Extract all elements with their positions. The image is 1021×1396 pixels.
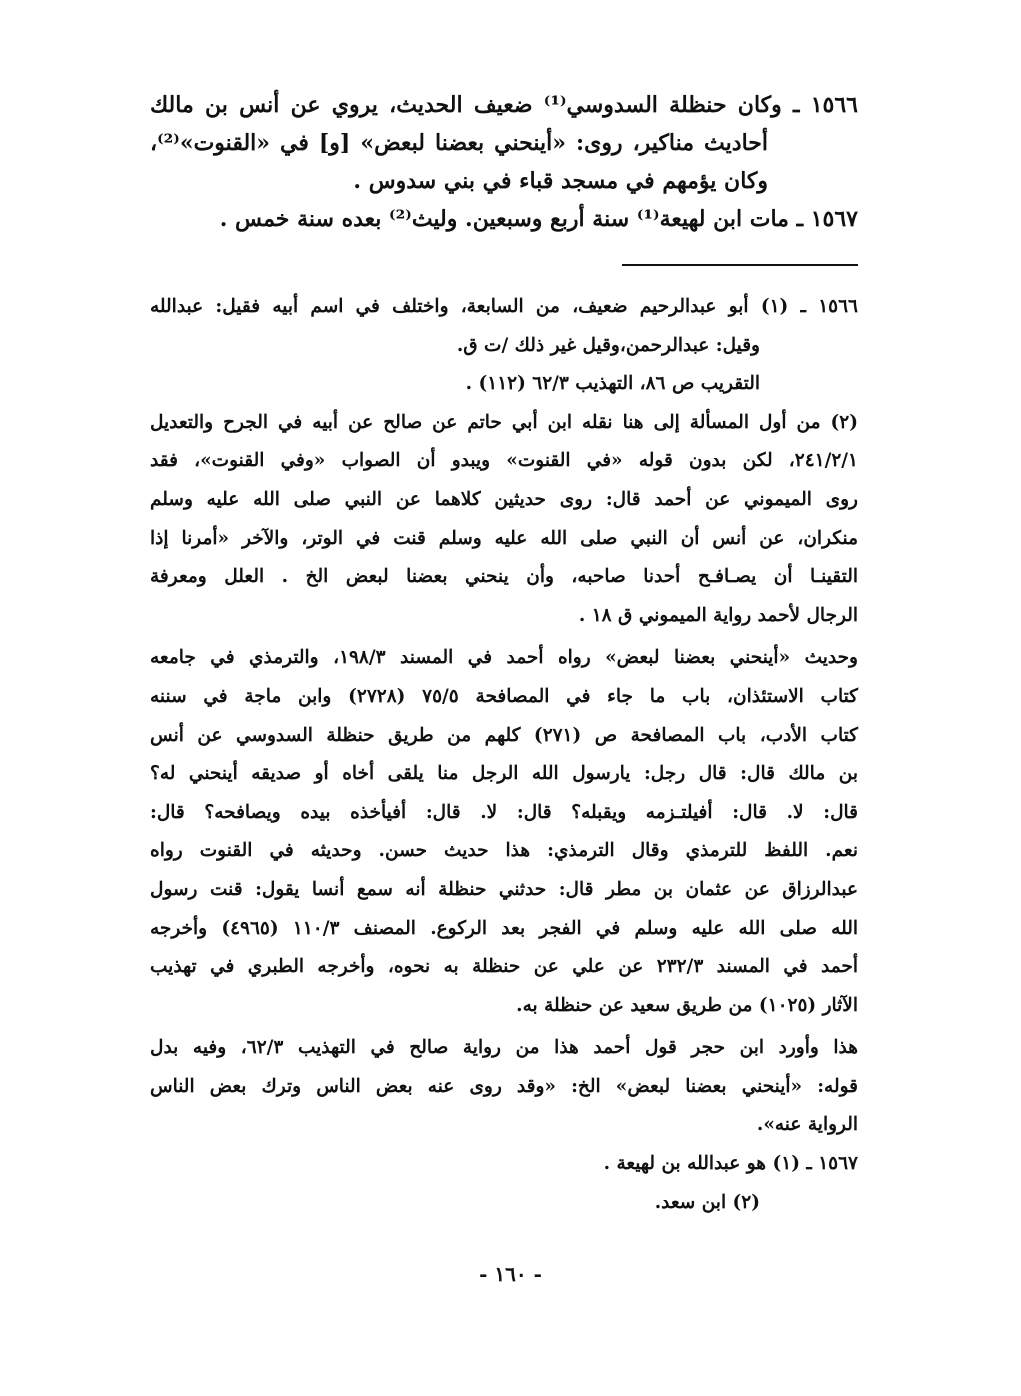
note-line: قال: لا. قال: أفيلتـزمه ويقبله؟ قال: لا. قال: أفيأخذه بيده ويصافحه؟ قال:	[150, 801, 858, 823]
note-line: الرجال لأحمد رواية الميموني ق ١٨ .	[578, 604, 858, 626]
note-line: بن مالك قال: قال رجل: يارسول الله الرجل منا يلقى أخاه أو صديقه أينحني له؟	[150, 763, 858, 785]
note-line: ١٥٦٧ ـ (١) هو عبدالله بن لهيعة .	[603, 1153, 858, 1175]
note-line: التقريب ص ٨٦، التهذيب ٦٢/٣ (١١٢) .	[465, 373, 760, 395]
footnotes	[150, 288, 858, 1222]
note-line: أحمد في المسند ٢٣٢/٣ عن علي عن حنظلة به نحوه، وأخرجه الطبري في تهذيب	[150, 956, 858, 978]
note-line: نعم. اللفظ للترمذي وقال الترمذي: هذا حديث حسن. وحديثه في القنوت رواه	[150, 840, 858, 862]
note-1566-2	[150, 404, 858, 636]
entry-1567	[150, 200, 858, 238]
entry-1566	[150, 86, 858, 200]
note-1566-1	[150, 288, 858, 404]
note-line: (٢) من أول المسألة إلى هنا نقله ابن أبي حاتم عن صالح عن أبيه في الجرح والتعديل	[150, 411, 858, 433]
note-line: كتاب الاستئذان، باب ما جاء في المصافحة ٧٥/٥ (٢٧٢٨) وابن ماجة في سننه	[150, 685, 858, 707]
entry-1566-line-3: وكان يؤمهم في مسجد قباء في بني سدوس .	[353, 168, 768, 194]
note-line: قوله: «أينحني بعضنا لبعض» الخ: «وقد روى عنه بعض الناس وترك بعض الناس	[150, 1075, 858, 1097]
note-line: الله صلى الله عليه وسلم في الفجر بعد الركوع. المصنف ١١٠/٣ (٤٩٦٥) وأخرجه	[150, 917, 858, 939]
note-line: منكران، عن أنس أن النبي صلى الله عليه وسلم قنت في الوتر، والآخر «أمرنا إذا	[150, 527, 858, 549]
note-line: هذا وأورد ابن حجر قول أحمد هذا من رواية صالح في التهذيب ٦٢/٣، وفيه بدل	[150, 1037, 858, 1059]
note-line: الآثار (١٠٢٥) من طريق سعيد عن حنظلة به.	[516, 994, 858, 1016]
main-text	[150, 86, 858, 238]
note-line: الرواية عنه».	[756, 1114, 858, 1136]
note-line: وقيل: عبدالرحمن،وقيل غير ذلك /ت ق.	[456, 334, 760, 356]
note-line: كتاب الأدب، باب المصافحة ص (٢٧١) كلهم من طريق حنظلة السدوسي عن أنس	[150, 724, 858, 746]
note-line: (٢) ابن سعد.	[654, 1191, 760, 1213]
entry-1566-line-1: ١٥٦٦ ـ وكان حنظلة السدوسي⁽¹⁾ ضعيف الحديث، يروي عن أنس بن مالك	[150, 92, 858, 118]
note-1566-paragraph-3	[150, 1029, 858, 1145]
note-1567-2	[150, 1184, 858, 1223]
note-1567-1	[150, 1145, 858, 1184]
note-line: عبدالرزاق عن عثمان بن مطر قال: حدثني حنظلة أنه سمع أنسا يقول: قنت رسول	[150, 878, 858, 900]
page-number: - ١٦٠ -	[479, 1262, 542, 1286]
note-line: ١٥٦٦ ـ (١) أبو عبدالرحيم ضعيف، من السابعة، واختلف في اسم أبيه فقيل: عبدالله	[150, 296, 858, 317]
footnote-separator	[622, 264, 858, 266]
entry-1567-line-1: ١٥٦٧ ـ مات ابن لهيعة⁽¹⁾ سنة أربع وسبعين. وليث⁽²⁾ بعده سنة خمس .	[219, 206, 858, 232]
entry-1566-line-2: أحاديث مناكير، روى: «أينحني بعضنا لبعض» [و] في «القنوت»⁽²⁾،	[150, 130, 768, 156]
note-line: ٢٤١/٢/١، لكن بدون قوله «في القنوت» ويبدو أن الصواب «وفي القنوت»، فقد	[150, 450, 858, 472]
note-1566-paragraph-2	[150, 639, 858, 1025]
note-line: روى الميموني عن أحمد قال: روى حديثين كلاهما عن النبي صلى الله عليه وسلم	[150, 488, 858, 510]
note-line: وحديث «أينحني بعضنا لبعض» رواه أحمد في المسند ١٩٨/٣، والترمذي في جامعه	[150, 647, 858, 669]
note-line: التقينـا أن يصـافـح أحدنا صاحبه، وأن ينحني بعضنا لبعض الخ . العلل ومعرفة	[150, 566, 858, 588]
